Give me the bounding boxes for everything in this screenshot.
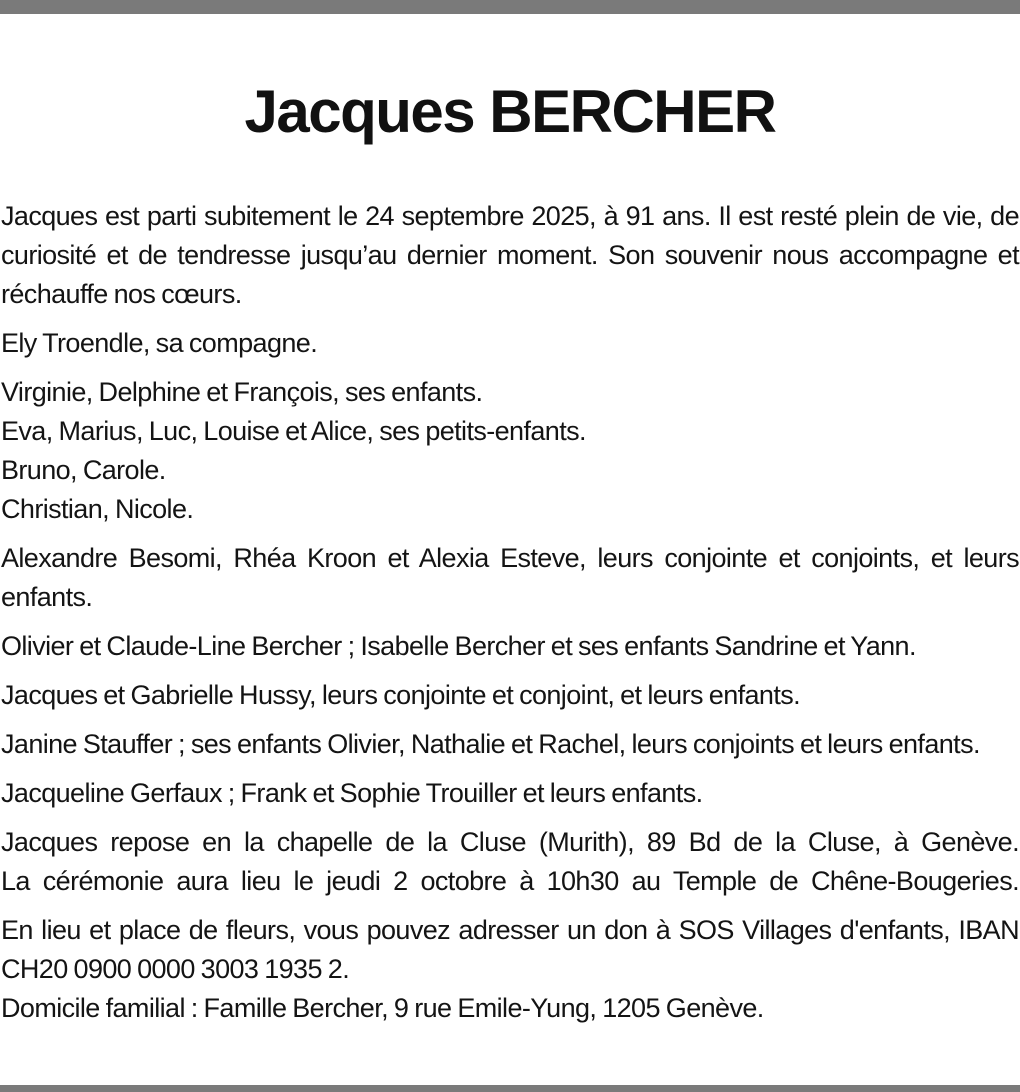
donation-text: En lieu et place de fleurs, vous pouvez adresser un don à SOS Villages d'enfants, IBAN CH20 0900 0000 3003 1935 2. [1,915,1019,984]
top-rule [0,0,1020,14]
family-line: Christian, Nicole. [1,494,194,524]
deceased-name: Jacques BERCHER [244,78,776,145]
ceremony-block [1,823,1019,901]
relatives-paragraph: Jacqueline Gerfaux ; Frank et Sophie Trouiller et leurs enfants. [1,778,703,808]
chapel-line: Jacques repose en la chapelle de la Cluse (Murith), 89 Bd de la Cluse, à Genève. [1,827,1019,857]
relatives-paragraph: Jacques et Gabrielle Hussy, leurs conjointe et conjoint, et leurs enfants. [1,680,801,710]
announcement-paragraph: Jacques est parti subitement le 24 septembre 2025, à 91 ans. Il est resté plein de vie, de curiosité et de tendresse jusqu’au dernier moment. Son souvenir nous accompagne et réchauffe nos cœurs. [1,201,1019,309]
family-block [1,373,1019,529]
bottom-rule [0,1085,1020,1092]
donation-block [1,911,1019,1028]
children-line: Virginie, Delphine et François, ses enfants. [1,377,483,407]
family-line: Bruno, Carole. [1,455,166,485]
relatives-paragraph: Janine Stauffer ; ses enfants Olivier, Nathalie et Rachel, leurs conjoints et leurs enfants. [1,729,980,759]
grandchildren-line: Eva, Marius, Luc, Louise et Alice, ses petits-enfants. [1,416,586,446]
relatives-paragraph: Alexandre Besomi, Rhéa Kroon et Alexia Esteve, leurs conjointe et conjoints, et leurs enfants. [1,543,1019,612]
ceremony-line: La cérémonie aura lieu le jeudi 2 octobre à 10h30 au Temple de Chêne-Bougeries. [1,866,1019,896]
relatives-paragraph: Olivier et Claude-Line Bercher ; Isabelle Bercher et ses enfants Sandrine et Yann. [1,631,916,661]
companion-line: Ely Troendle, sa compagne. [1,328,318,358]
home-address: Domicile familial : Famille Bercher, 9 rue Emile-Yung, 1205 Genève. [1,993,764,1023]
notice-body [1,197,1019,1038]
